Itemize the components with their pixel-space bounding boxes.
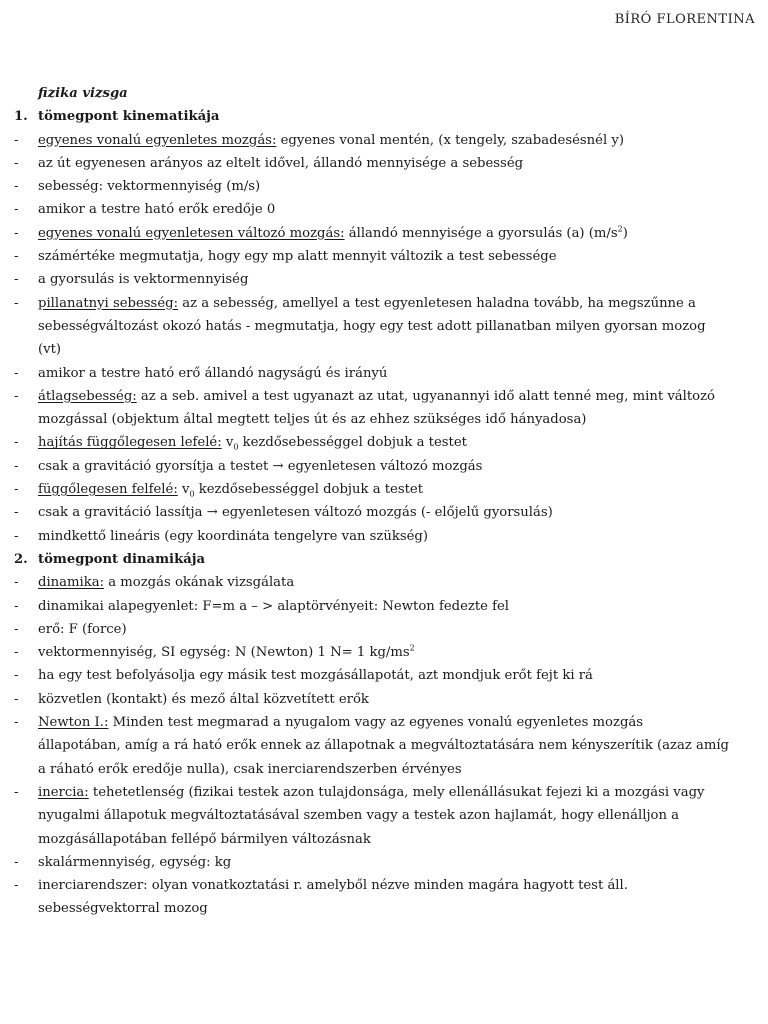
- bullet-dash: -: [14, 202, 19, 218]
- bullet-dash: -: [14, 179, 19, 195]
- term: átlagsebesség:: [38, 388, 137, 404]
- bullet-dash: -: [14, 458, 19, 474]
- bullet-dash: -: [14, 715, 19, 731]
- term: függőlegesen felfelé:: [38, 482, 178, 498]
- definition: kezdősebességgel dobjuk a testet: [194, 482, 424, 498]
- doc-title-line: [14, 86, 714, 109]
- list-item: [14, 785, 714, 808]
- list-item: [14, 202, 714, 225]
- doc-title: fizika vizsga: [38, 86, 128, 101]
- item-text: sebességváltozást okozó hatás - megmutatja, hogy egy test adott pillanatban milyen gyorsan mozog: [38, 318, 706, 334]
- item-text: nyugalmi állapotuk megváltoztatásával szemben vagy a testek azon hajlamát, hogy ellenálljon a: [38, 808, 680, 824]
- bullet-dash: -: [14, 272, 19, 288]
- bullet-dash: -: [14, 365, 19, 381]
- term: pillanatnyi sebesség:: [38, 295, 179, 311]
- superscript: 2: [617, 224, 623, 234]
- bullet-dash: -: [14, 132, 19, 148]
- section-number: 2.: [14, 551, 28, 567]
- document-body: [14, 86, 729, 925]
- list-item: - függőlegesen felfelé: $v_0$ kezdősebességgel dobjuk a testet: [14, 482, 424, 499]
- definition: kezdősebességgel dobjuk a testet: [238, 435, 467, 451]
- item-text: sebesség: vektormennyiség (m/s): [38, 179, 261, 195]
- continuation-line: [14, 412, 714, 435]
- continuation-line: [14, 832, 714, 855]
- list-item: [14, 529, 714, 552]
- bullet-dash: -: [14, 225, 19, 241]
- definition: az a sebesség, amellyel a test egyenletesen haladna tovább, ha megszűnne a: [178, 295, 696, 311]
- item-text: skalármennyiség, egység: kg: [38, 854, 232, 870]
- list-item: [14, 715, 714, 738]
- term: hajítás függőlegesen lefelé:: [38, 435, 222, 451]
- definition: tehetetlenség (fizikai testek azon tulajdonsága, mely ellenállásukat fejezi ki a mozgási vagy: [88, 784, 705, 800]
- bullet-dash: -: [14, 388, 19, 404]
- continuation-line: [14, 762, 714, 785]
- bullet-dash: -: [14, 528, 19, 544]
- section-title: tömegpont kinematikája: [38, 109, 220, 125]
- list-item: [14, 179, 714, 202]
- list-item: [14, 249, 714, 272]
- list-item: [14, 389, 714, 412]
- definition: egyenes vonal mentén, (x tengely, szabadesésnél y): [276, 132, 624, 148]
- definition: Minden test megmarad a nyugalom vagy az egyenes vonalú egyenletes mozgás: [108, 715, 644, 731]
- item-text: mozgásállapotában fellépő bármilyen változásnak: [38, 831, 371, 847]
- item-text: erő: F (force): [38, 621, 127, 637]
- section-title: tömegpont dinamikája: [38, 551, 206, 567]
- bullet-dash: -: [14, 691, 19, 707]
- superscript: 2: [409, 643, 415, 653]
- list-item: - hajítás függőlegesen lefelé: $v_0$ kezdősebességgel dobjuk a testet: [14, 435, 467, 453]
- subscript: 0: [233, 443, 239, 453]
- bullet-dash: -: [14, 878, 19, 894]
- bullet-dash: -: [14, 249, 19, 265]
- bullet-dash: -: [14, 155, 19, 171]
- definition: a mozgás okának vizsgálata: [104, 575, 295, 591]
- list-item: [14, 855, 714, 878]
- term: Newton I.:: [38, 715, 109, 731]
- item-text: számértéke megmutatja, hogy egy mp alatt mennyit változik a test sebessége: [38, 249, 557, 265]
- item-text: dinamikai alapegyenlet: F=m a – > alaptörvényeit: Newton fedezte fel: [38, 598, 510, 614]
- author-header: BÍRÓ FLORENTINA: [614, 12, 755, 27]
- continuation-line: [14, 319, 714, 342]
- definition: az a seb. amivel a test ugyanazt az utat, ugyanannyi idő alatt tenné meg, mint változó: [136, 388, 715, 404]
- bullet-dash: -: [14, 854, 19, 870]
- item-text: a ráható erők eredője nulla), csak inerciarendszerben érvényes: [38, 761, 462, 777]
- term: dinamika:: [38, 575, 105, 591]
- item-text: csak a gravitáció gyorsítja a testet → egyenletesen változó mozgás: [38, 458, 483, 474]
- list-item: [14, 599, 714, 622]
- list-item: [14, 645, 714, 668]
- item-text: közvetlen (kontakt) és mező által közvetített erők: [38, 691, 369, 707]
- subscript: 0: [189, 489, 195, 499]
- item-text: állapotában, amíg a rá ható erők ennek az állapotnak a megváltoztatására nem kényszerítik (azaz amíg: [38, 738, 729, 754]
- item-text: vektormennyiség, SI egység: N (Newton) 1 N= 1 kg/ms: [38, 645, 410, 661]
- bullet-dash: -: [14, 645, 19, 661]
- section-heading: [14, 109, 714, 132]
- bullet-dash: -: [14, 784, 19, 800]
- section-heading: [14, 552, 714, 575]
- list-item: [14, 156, 714, 179]
- continuation-line: [14, 808, 714, 831]
- list-item: [14, 272, 714, 295]
- continuation-line: [14, 738, 729, 761]
- list-item: [14, 668, 714, 691]
- bullet-dash: -: [14, 295, 19, 311]
- bullet-dash: -: [14, 668, 19, 684]
- item-text: amikor a testre ható erők eredője 0: [38, 202, 276, 218]
- continuation-line: [14, 901, 714, 924]
- list-item: [14, 296, 714, 319]
- bullet-dash: -: [14, 575, 19, 591]
- continuation-line: [14, 342, 714, 365]
- item-text: mozgással (objektum által megtett teljes út és az ehhez szükséges idő hányadosa): [38, 412, 587, 428]
- list-item: [14, 575, 714, 598]
- definition: állandó mennyisége a gyorsulás (a) (m/s: [344, 225, 618, 241]
- item-text: sebességvektorral mozog: [38, 901, 208, 917]
- bullet-dash: -: [14, 505, 19, 521]
- bullet-dash: -: [14, 598, 19, 614]
- item-text: inerciarendszer: olyan vonatkoztatási r. amelyből nézve minden magára hagyott test áll.: [38, 878, 628, 894]
- list-item: - egyenes vonalú egyenletesen változó mozgás: állandó mennyisége a gyorsulás (a) $(m/s^2)$: [14, 224, 628, 241]
- bullet-dash: -: [14, 482, 19, 498]
- list-item: [14, 692, 714, 715]
- term: egyenes vonalú egyenletesen változó mozgás:: [38, 225, 345, 241]
- item-text: az út egyenesen arányos az eltelt idővel, állandó mennyisége a sebesség: [38, 155, 524, 171]
- bullet-dash: -: [14, 621, 19, 637]
- section-number: 1.: [14, 109, 28, 125]
- list-item: [14, 459, 714, 482]
- list-item: [14, 366, 714, 389]
- list-item: [14, 505, 714, 528]
- item-text: csak a gravitáció lassítja → egyenletesen változó mozgás (- előjelű gyorsulás): [38, 505, 553, 521]
- item-text: (vt): [38, 342, 62, 358]
- list-item: [14, 878, 714, 901]
- list-item: [14, 622, 714, 645]
- item-text: a gyorsulás is vektormennyiség: [38, 272, 249, 288]
- item-text: mindkettő lineáris (egy koordináta tengelyre van szükség): [38, 528, 429, 544]
- term: inercia:: [38, 784, 89, 800]
- item-text: amikor a testre ható erő állandó nagyságú és irányú: [38, 365, 388, 381]
- bullet-dash: -: [14, 435, 19, 451]
- term: egyenes vonalú egyenletes mozgás:: [38, 132, 277, 148]
- list-item: [14, 133, 714, 156]
- item-text: ha egy test befolyásolja egy másik test mozgásállapotát, azt mondjuk erőt fejt ki rá: [38, 668, 593, 684]
